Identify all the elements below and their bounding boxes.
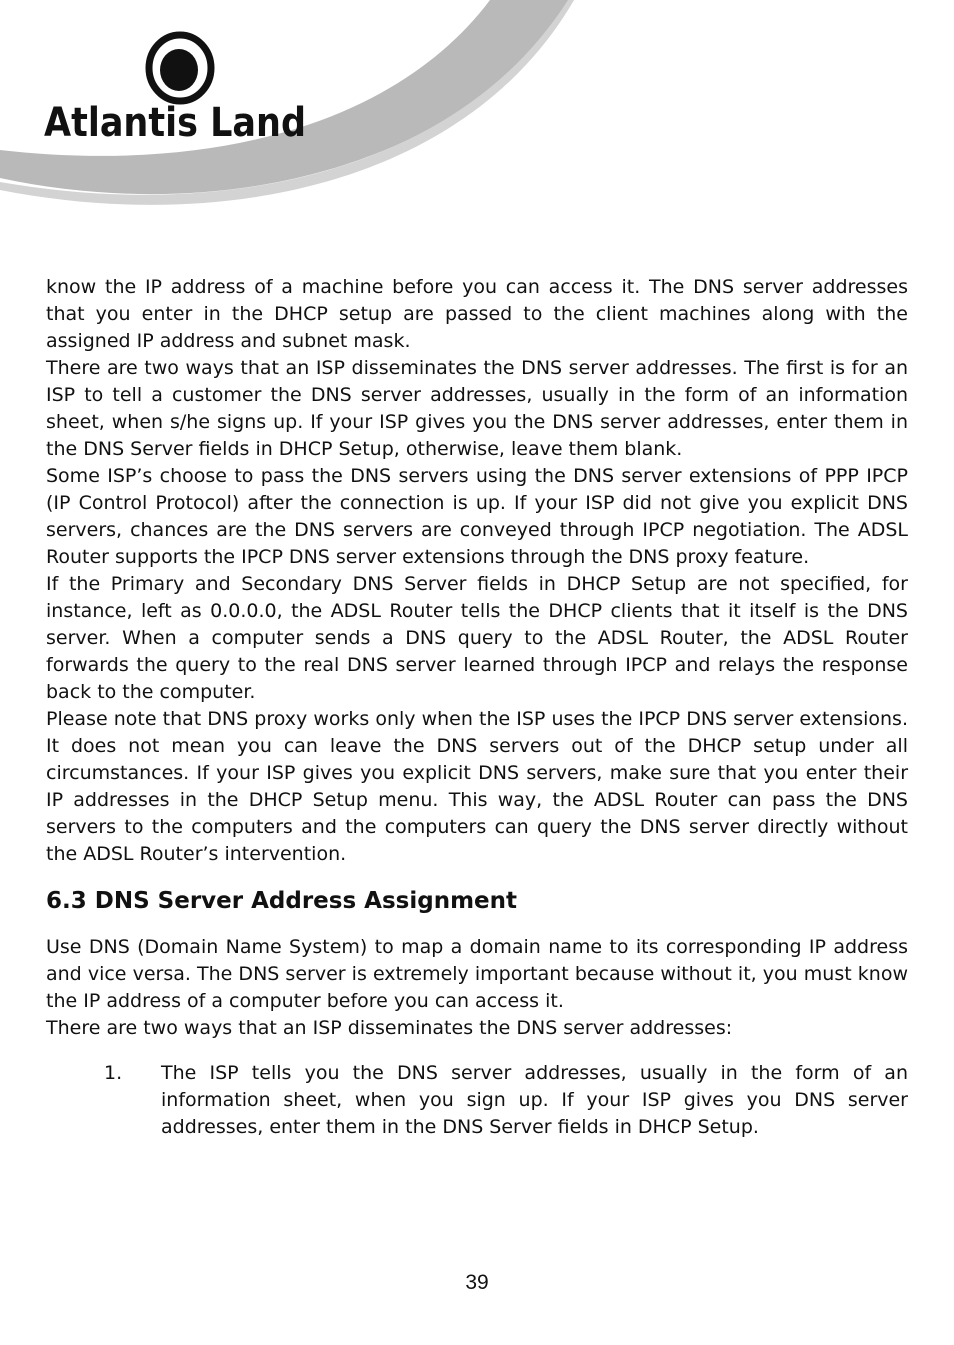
paragraph-1: know the IP address of a machine before you can access it. The DNS server addresses that you enter in the DHCP setup are passed to the client machines along with the assigned IP address and subnet mask. <box>46 276 908 352</box>
section-heading: 6.3 DNS Server Address Assignment <box>46 888 518 914</box>
paragraph-2: There are two ways that an ISP disseminates the DNS server addresses. The first is for an ISP to tell a customer the DNS server addresses, usually in the form of an information sheet, when s/he signs up. If your ISP gives you the DNS server addresses, enter them in the DNS Server fields in DHCP Setup, otherwise, leave them blank. <box>46 357 908 460</box>
page-content <box>46 274 908 1141</box>
page-number: 39 <box>465 1271 489 1294</box>
list-item <box>46 1060 908 1141</box>
paragraph-5: Please note that DNS proxy works only when the ISP uses the IPCP DNS server extensions. It does not mean you can leave the DNS servers out of the DHCP setup under all circumstances. If your ISP gives you explicit DNS servers, make sure that you enter their IP addresses in the DHCP Setup menu. This way, the ADSL Router can pass the DNS servers to the computers and the computers can query the DNS server directly without the ADSL Router’s intervention. <box>46 708 908 865</box>
section-paragraph-1: Use DNS (Domain Name System) to map a domain name to its corresponding IP address and vice versa. The DNS server is extremely important because without it, you must know the IP address of a computer before you can access it. <box>46 936 908 1012</box>
paragraph-4: If the Primary and Secondary DNS Server fields in DHCP Setup are not specified, for instance, left as 0.0.0.0, the ADSL Router tells the DHCP clients that it itself is the DNS server. When a computer sends a DNS query to the ADSL Router, the ADSL Router forwards the query to the real DNS server learned through IPCP and relays the response back to the computer. <box>46 573 908 703</box>
atlantis-land-logo <box>44 30 314 140</box>
list-item-text: The ISP tells you the DNS server addresses, usually in the form of an information sheet, when you sign up. If your ISP gives you DNS server addresses, enter them in the DNS Server fields in DHCP Setup. <box>161 1062 908 1138</box>
paragraph-3: Some ISP’s choose to pass the DNS servers using the DNS server extensions of PPP IPCP (IP Control Protocol) after the connection is up. If your ISP did not give you explicit DNS servers, chances are the DNS servers are conveyed through IPCP negotiation. The ADSL Router supports the IPCP DNS server extensions through the DNS proxy feature. <box>46 465 908 568</box>
logo-emblem-icon <box>149 35 211 101</box>
logo-wordmark: Atlantis Land <box>44 100 306 140</box>
section-paragraph-2: There are two ways that an ISP disseminates the DNS server addresses: <box>46 1017 733 1039</box>
list-item-number: 1. <box>104 1062 123 1084</box>
